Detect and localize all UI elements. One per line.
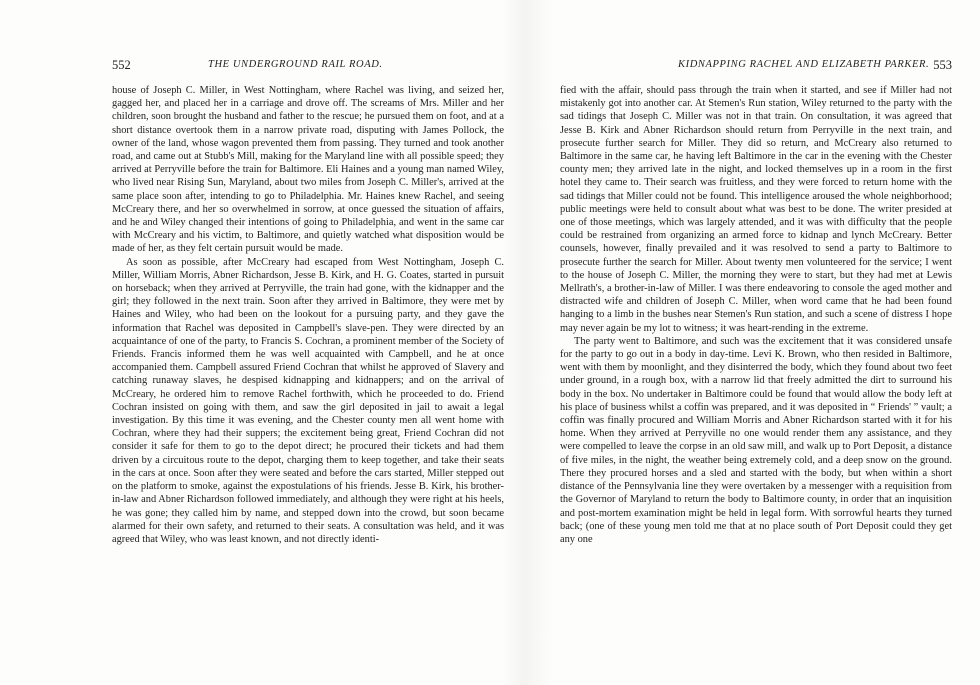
left-paragraph-2: As soon as possible, after McCreary had escaped from West Nottingham, Joseph C. Miller, William Morris, Abner Richardson, Jesse B. Kirk, and H. G. Coates, started in pursuit on horseback; when they arrived at Perryville, the train had gone, with the kidnapper and the girl; they followed in the next train. Soon after they arrived in Baltimore, they were met by Haines and Wiley, who had been on the lookout for a pursuing party, and they gave the information that Rachel was deposited in Campbell's slave-pen. They were directed by an acquaintance of one of the party, to Francis S. Cochran, a prominent member of the Society of Friends. Francis informed them he was well acquainted with Campbell, and he at once accompanied them. Campbell assured Friend Cochran that whilst he approved of Slavery and catching runaway slaves, he despised kidnapping and kidnappers; and on the arrival of McCreary, he ordered him to remove Rachel forthwith, which he proceeded to do. Friend Cochran insisted on going with them, and saw the girl deposited in jail to await a legal investigation. By this time it was evening, and the Chester county men all went home with Cochran, where they had their suppers; the excitement being great, Friend Cochran did not consider it safe for them to go to the depot direct; he procured their tickets and had them driven by a circuitous route to the depot, charging them to keep together, and take their seats in the cars at once. Soon after they were seated and before the cars started, Miller stepped out on the platform to smoke, against the expostulations of his friends. Jesse B. Kirk, his brother-in-law and Abner Richardson followed immediately, and although they were right at his heels, he was gone; they called him by name, and stepped down into the crowd, but soon became alarmed for their own safety, and returned to their seats. A consultation was held, and it was agreed that Wiley, who was least known, and not directly identi-	[112, 256, 504, 545]
left-body-text	[112, 84, 504, 546]
right-running-title: KIDNAPPING RACHEL AND ELIZABETH PARKER.	[678, 59, 930, 70]
right-paragraph-1: fied with the affair, should pass through the train when it started, and see if Miller had not mistakenly got into another car. At Stemen's Run station, Wiley returned to the party with the sad tidings that Joseph C. Miller was not in that train. On consultation, it was agreed that Jesse B. Kirk and Abner Richardson should return from Perryville in the next train, and prosecute further search for Miller. They did so return, and McCreary also returned to Baltimore in the same car, he having left Baltimore in the car in the evening with the Chester county men; they arrived late in the night, and locked themselves up in a room in the first hotel they came to. Their search was fruitless, and they were forced to return home with the sad tidings that Miller could not be found. This intelligence aroused the whole neighborhood; public meetings were held to consult about what was best to be done. The writer presided at one of those meetings, which was largely attended, and it was with difficulty that the people could be restrained from organizing an armed force to kidnap and lynch McCreary. Better counsels, however, finally prevailed and it was resolved to send a party to Baltimore to prosecute further the search for Miller. About twenty men volunteered for the service; I went to the house of Joseph C. Miller, the morning they were to start, but they had met at Lewis Mellrath's, a brother-in-law of Miller. I was there endeavoring to console the aged mother and distracted wife and children of Joseph C. Miller, when word came that he had been found hanging to a limb in the bushes near Stemen's Run station, and such a scene of distress I hope may never again be my lot to witness; it was heart-rending in the extreme.	[560, 85, 952, 334]
right-body-text	[560, 84, 952, 546]
left-paragraph-1: house of Joseph C. Miller, in West Nottingham, where Rachel was living, and seized her, gagged her, and placed her in a carriage and drove off. The screams of Mrs. Miller and her children, soon brought the husband and father to the rescue; he pursued them on foot, and at a short distance overtook them in a narrow private road, disputing with James Pollock, the owner of the land, whose wagon prevented them from passing. They turned and took another road, and came out at Stubb's Mill, making for the Maryland line with all possible speed; they arrived at Perryville before the train for Baltimore. Eli Haines and a young man named Wiley, who lived near Rising Sun, Maryland, about two miles from Joseph C. Miller's, arrived at the same place soon after, intending to go to Philadelphia. Mr. Haines knew Rachel, and seeing McCreary there, and her so overwhelmed in sorrow, at once guessed the situation of affairs, and he and Wiley changed their intentions of going to Philadelphia, and went in the same car with McCreary and his victim, to Baltimore, and quietly watched what disposition would be made of her, as they felt certain pursuit would be made.	[112, 85, 504, 255]
right-running-head	[560, 58, 952, 74]
left-running-head	[112, 58, 504, 74]
left-page-number: 552	[112, 58, 131, 72]
right-page	[560, 0, 952, 685]
right-page-number: 553	[933, 58, 952, 72]
left-running-title: THE UNDERGROUND RAIL ROAD.	[208, 59, 383, 70]
left-page	[112, 0, 504, 685]
right-paragraph-2: The party went to Baltimore, and such was the excitement that it was considered unsafe for the party to go out in a body in day-time. Levi K. Brown, who then resided in Baltimore, went with them by moonlight, and they disinterred the body, which they found about two feet under ground, in a rough box, with a narrow lid that freely admitted the dirt to surround his body in the box. No undertaker in Baltimore could be found that would allow the body left at his place of business whilst a coffin was prepared, and it was deposited in “ Friends' ” vault; a coffin was finally procured and William Morris and Abner Richardson started with it for his home. When they arrived at Perryville no one would render them any assistance, and they were compelled to leave the corpse in an old saw mill, and walk up to Port Deposit, a distance of five miles, in the night, the weather being extremely cold, and a deep snow on the ground. There they procured horses and a sled and started with the body, but when within a short distance of the Pennsylvania line they were overtaken by a messenger with a requisition from the Governor of Maryland to return the body to Baltimore county, in order that an inquisition and post-mortem examination might be held in legal form. With sorrowful hearts they turned back; (one of these young men told me that at no place south of Port Deposit could they get any one	[560, 335, 952, 545]
book-gutter	[503, 0, 553, 685]
